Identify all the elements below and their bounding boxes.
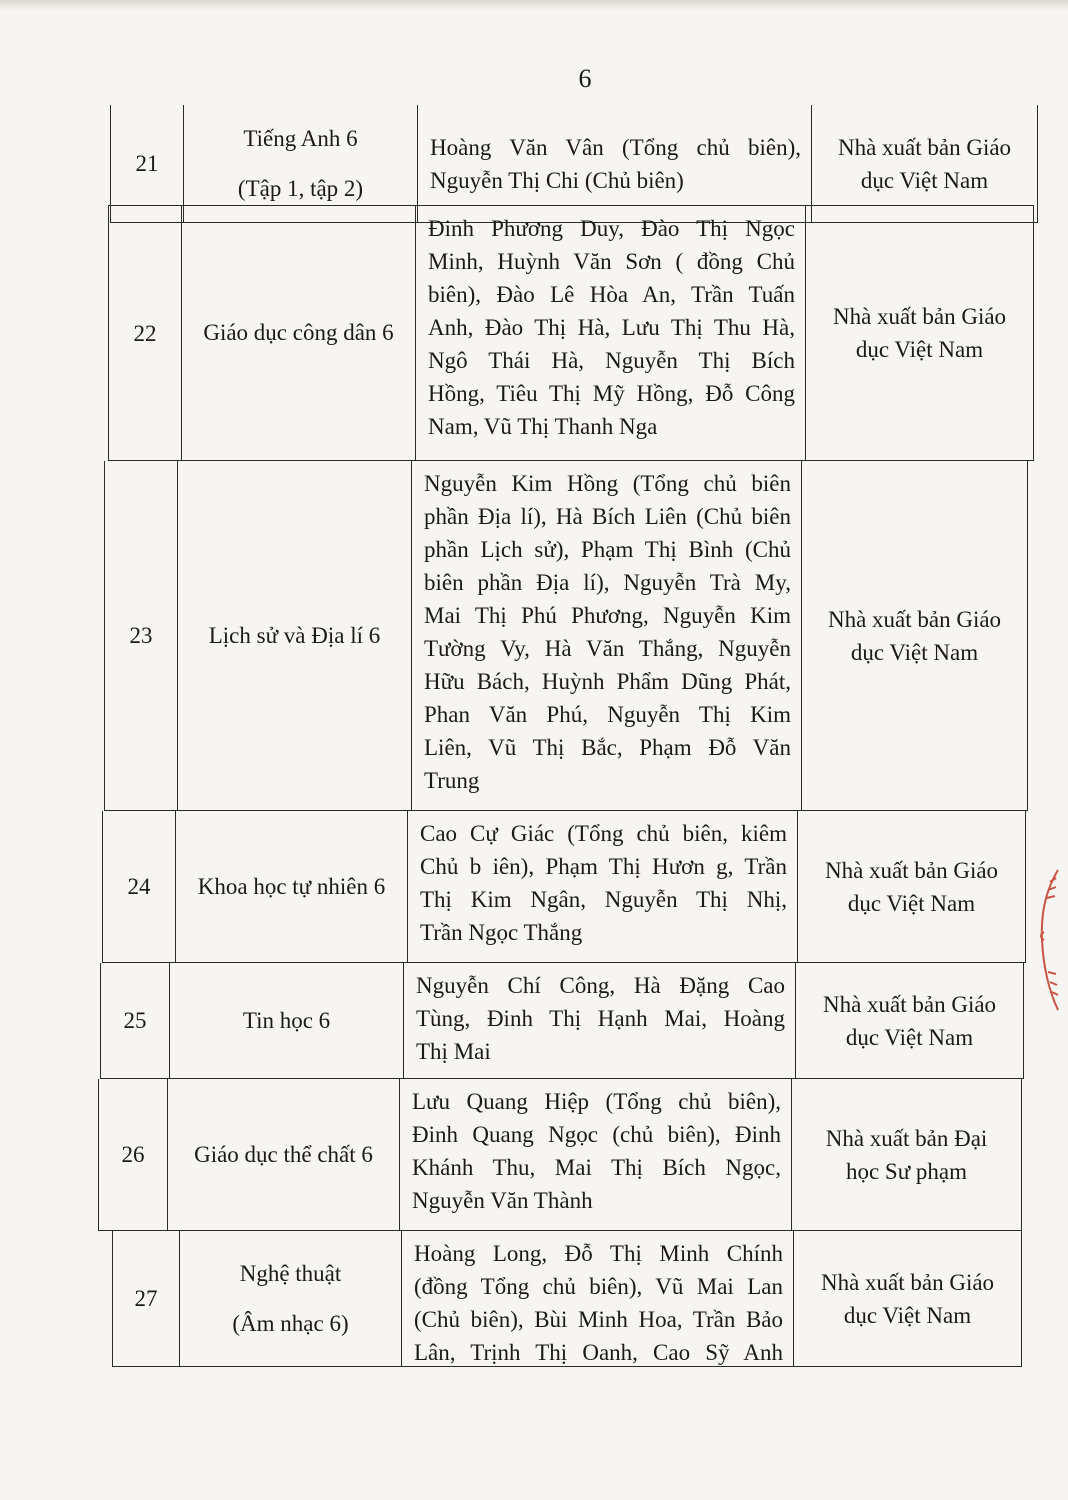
author-line: Ngô Thái Hà, Nguyễn Thị Bích	[428, 348, 795, 373]
author-line: Liên, Vũ Thị Bắc, Phạm Đỗ Văn	[424, 735, 791, 760]
book-title	[175, 811, 407, 962]
author-line: Tùng, Đinh Thị Hạnh Mai, Hoàng	[416, 1006, 785, 1031]
table-row	[100, 963, 1024, 1079]
publisher	[795, 963, 1023, 1078]
authors	[401, 1231, 793, 1366]
publisher-line: Nhà xuất bản Giáo	[827, 606, 1002, 632]
author-line: Nam, Vũ Thị Thanh Nga	[428, 414, 658, 439]
book-title-line: Tiếng Anh 6	[243, 125, 358, 151]
author-line: Trần Ngọc Thắng	[420, 920, 583, 945]
authors	[407, 811, 797, 962]
publisher-line: Nhà xuất bản Đại	[825, 1125, 988, 1151]
row-number: 25	[123, 1008, 147, 1033]
book-title-line: Giáo dục thể chất 6	[194, 1141, 373, 1167]
publisher-line: Nhà xuất bản Giáo	[837, 134, 1012, 160]
author-line: Phan Văn Phú, Nguyễn Thị Kim	[424, 702, 791, 727]
row-number: 22	[133, 320, 157, 346]
book-title	[177, 461, 411, 810]
author-line: Lưu Quang Hiệp (Tổng chủ biên),	[412, 1089, 781, 1114]
book-title-line: Lịch sử và Địa lí 6	[208, 622, 381, 648]
author-line: (Chủ biên), Bùi Minh Hoa, Trần Bảo	[414, 1307, 783, 1332]
authors	[415, 206, 805, 460]
row-number: 21	[135, 151, 159, 176]
author-line: Hồng, Tiêu Thị Mỹ Hồng, Đỗ Công	[428, 381, 795, 406]
table-row	[102, 811, 1026, 963]
table-row	[108, 205, 1034, 461]
author-line: biên phần Địa lí), Nguyễn Trà My,	[424, 570, 791, 595]
author-line: (đồng Tổng chủ biên), Vũ Mai Lan	[414, 1274, 783, 1299]
table-row	[104, 461, 1028, 811]
author-line: Khánh Thu, Mai Thị Bích Ngọc,	[412, 1155, 781, 1180]
publisher-line: dục Việt Nam	[850, 639, 979, 665]
page-number: 6	[578, 64, 592, 93]
author-line: phần Địa lí), Hà Bích Liên (Chủ biên	[424, 504, 791, 529]
book-title-line: (Tập 1, tập 2)	[237, 175, 364, 201]
book-title-line: Giáo dục công dân 6	[203, 320, 394, 345]
author-line: Tường Vy, Hà Văn Thắng, Nguyễn	[424, 636, 791, 661]
publisher-line: Nhà xuất bản Giáo	[822, 991, 997, 1017]
publisher	[805, 206, 1033, 460]
author-line: Lân, Trịnh Thị Oanh, Cao Sỹ Anh	[414, 1340, 783, 1365]
book-title	[167, 1079, 399, 1230]
publisher-line: dục Việt Nam	[860, 167, 989, 193]
author-line: phần Lịch sử), Phạm Thị Bình (Chủ	[424, 537, 791, 562]
author-line: Thị Kim Ngân, Nguyễn Thị Nhị,	[420, 887, 787, 912]
author-line: Thị Mai	[416, 1039, 491, 1064]
author-line: Nguyễn Kim Hồng (Tổng chủ biên	[424, 471, 791, 496]
publisher	[797, 811, 1025, 962]
table-row	[98, 1079, 1022, 1231]
author-line: biên), Đào Lê Hòa An, Trần Tuấn	[428, 282, 795, 307]
publisher-line: Nhà xuất bản Giáo	[824, 857, 999, 883]
publisher-line: dục Việt Nam	[845, 1024, 974, 1050]
publisher-line: Nhà xuất bản Giáo	[820, 1269, 995, 1295]
authors	[411, 461, 801, 810]
author-line: Hữu Bách, Huỳnh Phẩm Dũng Phát,	[424, 669, 791, 694]
author-line: Hoàng Long, Đỗ Thị Minh Chính	[414, 1241, 783, 1266]
publisher	[791, 1079, 1021, 1230]
publisher-line: dục Việt Nam	[843, 1302, 972, 1328]
book-title	[169, 963, 403, 1078]
author-line: Hoàng Văn Vân (Tổng chủ biên),	[430, 134, 801, 160]
table-row	[112, 1231, 1022, 1367]
publisher	[801, 461, 1027, 810]
book-title-line: (Âm nhạc 6)	[232, 1310, 349, 1336]
author-line: Anh, Đào Thị Hà, Lưu Thị Thu Hà,	[428, 315, 795, 340]
publisher-line: dục Việt Nam	[847, 890, 976, 916]
author-line: Đinh Phương Duy, Đào Thị Ngọc	[428, 216, 795, 241]
author-line: Chủ b iên), Phạm Thị Hươn g, Trần	[420, 854, 787, 879]
row-number: 23	[129, 623, 153, 648]
authors	[399, 1079, 791, 1230]
author-line: Đinh Quang Ngọc (chủ biên), Đinh	[412, 1122, 781, 1147]
author-line: Trung	[424, 768, 480, 793]
author-line: Minh, Huỳnh Văn Sơn ( đồng Chủ	[428, 249, 795, 274]
red-seal-stamp-fragment	[1032, 860, 1062, 1020]
row-number: 27	[134, 1286, 158, 1311]
row-number: 24	[127, 874, 151, 899]
book-title	[181, 206, 415, 460]
publisher	[793, 1231, 1021, 1366]
publisher-line: học Sư phạm	[845, 1158, 968, 1184]
book-title-line: Nghệ thuật	[239, 1260, 342, 1286]
author-line: Nguyễn Chí Công, Hà Đặng Cao	[416, 973, 785, 998]
book-title-line: Tin học 6	[242, 1007, 331, 1033]
author-line: Nguyễn Thị Chi (Chủ biên)	[430, 167, 684, 193]
author-line: Nguyễn Văn Thành	[412, 1188, 593, 1213]
author-line: Mai Thị Phú Phương, Nguyễn Kim	[424, 603, 791, 628]
book-title-line: Khoa học tự nhiên 6	[197, 873, 386, 899]
publisher-line: dục Việt Nam	[855, 337, 984, 362]
publisher-line: Nhà xuất bản Giáo	[832, 304, 1007, 329]
book-title	[179, 1231, 401, 1366]
authors	[403, 963, 795, 1078]
row-number: 26	[121, 1142, 145, 1167]
author-line: Cao Cự Giác (Tổng chủ biên, kiêm	[420, 821, 787, 846]
